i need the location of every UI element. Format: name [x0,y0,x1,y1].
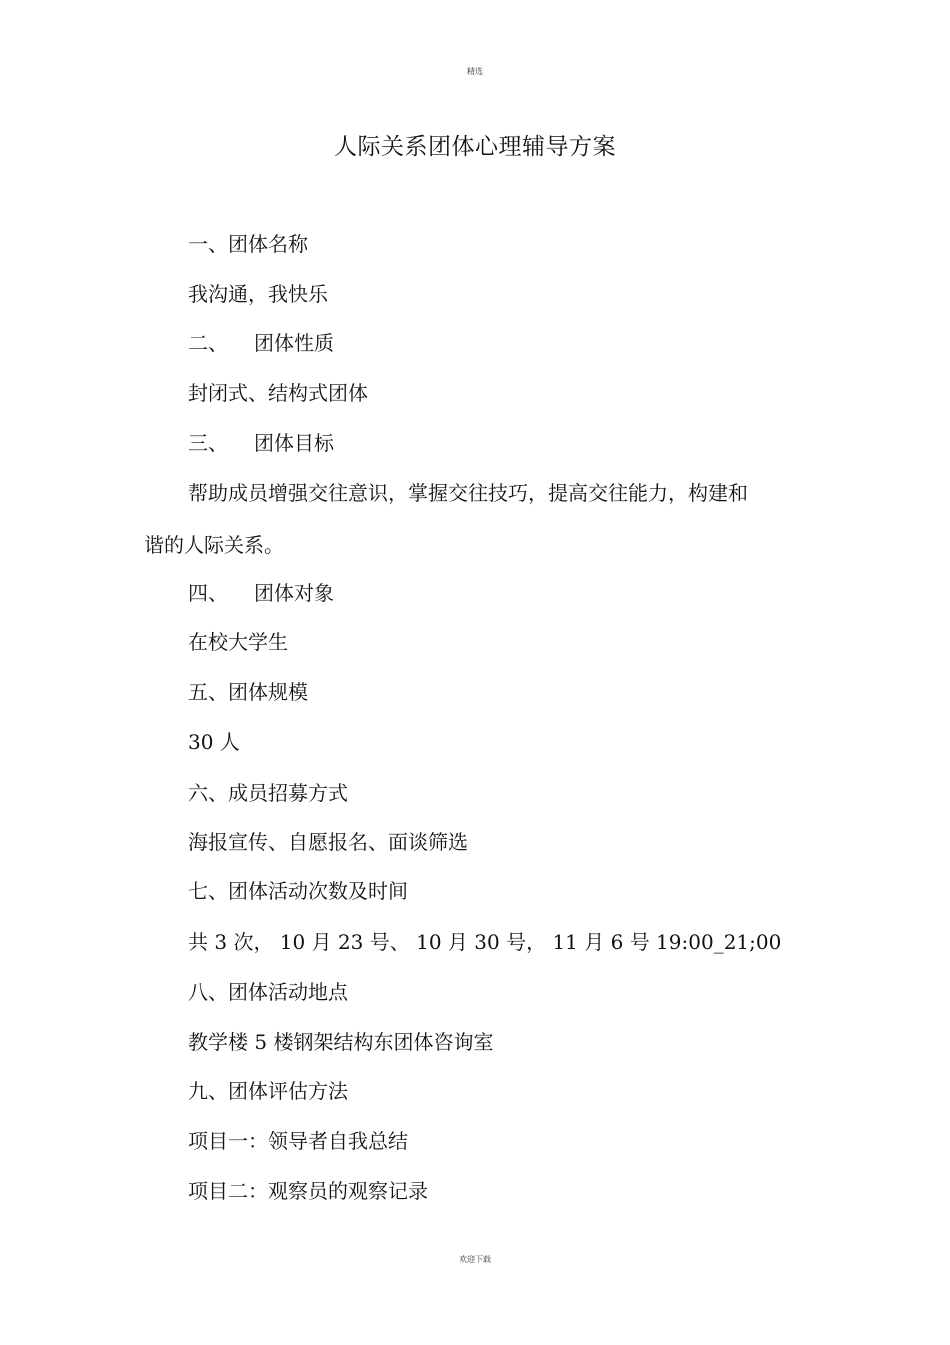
section-4-heading [188,580,334,606]
header-watermark: 精选 [467,67,483,76]
footer-watermark: 欢迎下载 [459,1255,491,1264]
section-6-heading: 六、成员招募方式 [188,781,348,805]
section-4-title: 团体对象 [254,581,334,605]
section-8-body: 教学楼 5 楼钢架结构东团体咨询室 [188,1030,494,1054]
section-3-body-line-1: 帮助成员增强交往意识，掌握交往技巧，提高交往能力，构建和 [188,481,748,505]
document-title: 人际关系团体心理辅导方案 [334,134,616,160]
section-6-body: 海报宣传、自愿报名、面谈筛选 [188,830,468,854]
section-7-body: 共 3 次， 10 月 23 号、 10 月 30 号， 11 月 6 号 19:00_21;00 [188,930,782,954]
section-5-body: 30 人 [188,730,240,754]
section-3-title: 团体目标 [254,431,334,455]
section-8-heading: 八、团体活动地点 [188,980,348,1004]
section-9-heading: 九、团体评估方法 [188,1079,348,1103]
section-3-heading [188,430,334,456]
section-9-item-2: 项目二：观察员的观察记录 [188,1179,428,1203]
section-2-body: 封闭式、结构式团体 [188,381,368,405]
section-2-heading [188,330,334,356]
section-2-number: 二、 [188,331,228,355]
section-4-body: 在校大学生 [188,630,288,654]
section-9-item-1: 项目一：领导者自我总结 [188,1129,408,1153]
section-7-heading: 七、团体活动次数及时间 [188,879,408,903]
section-4-number: 四、 [188,581,228,605]
section-1-heading: 一、团体名称 [188,232,308,256]
section-3-body-line-2: 谐的人际关系。 [144,533,284,557]
section-5-heading: 五、团体规模 [188,680,308,704]
section-3-number: 三、 [188,431,228,455]
section-2-title: 团体性质 [254,331,334,355]
section-1-body: 我沟通，我快乐 [188,282,328,306]
